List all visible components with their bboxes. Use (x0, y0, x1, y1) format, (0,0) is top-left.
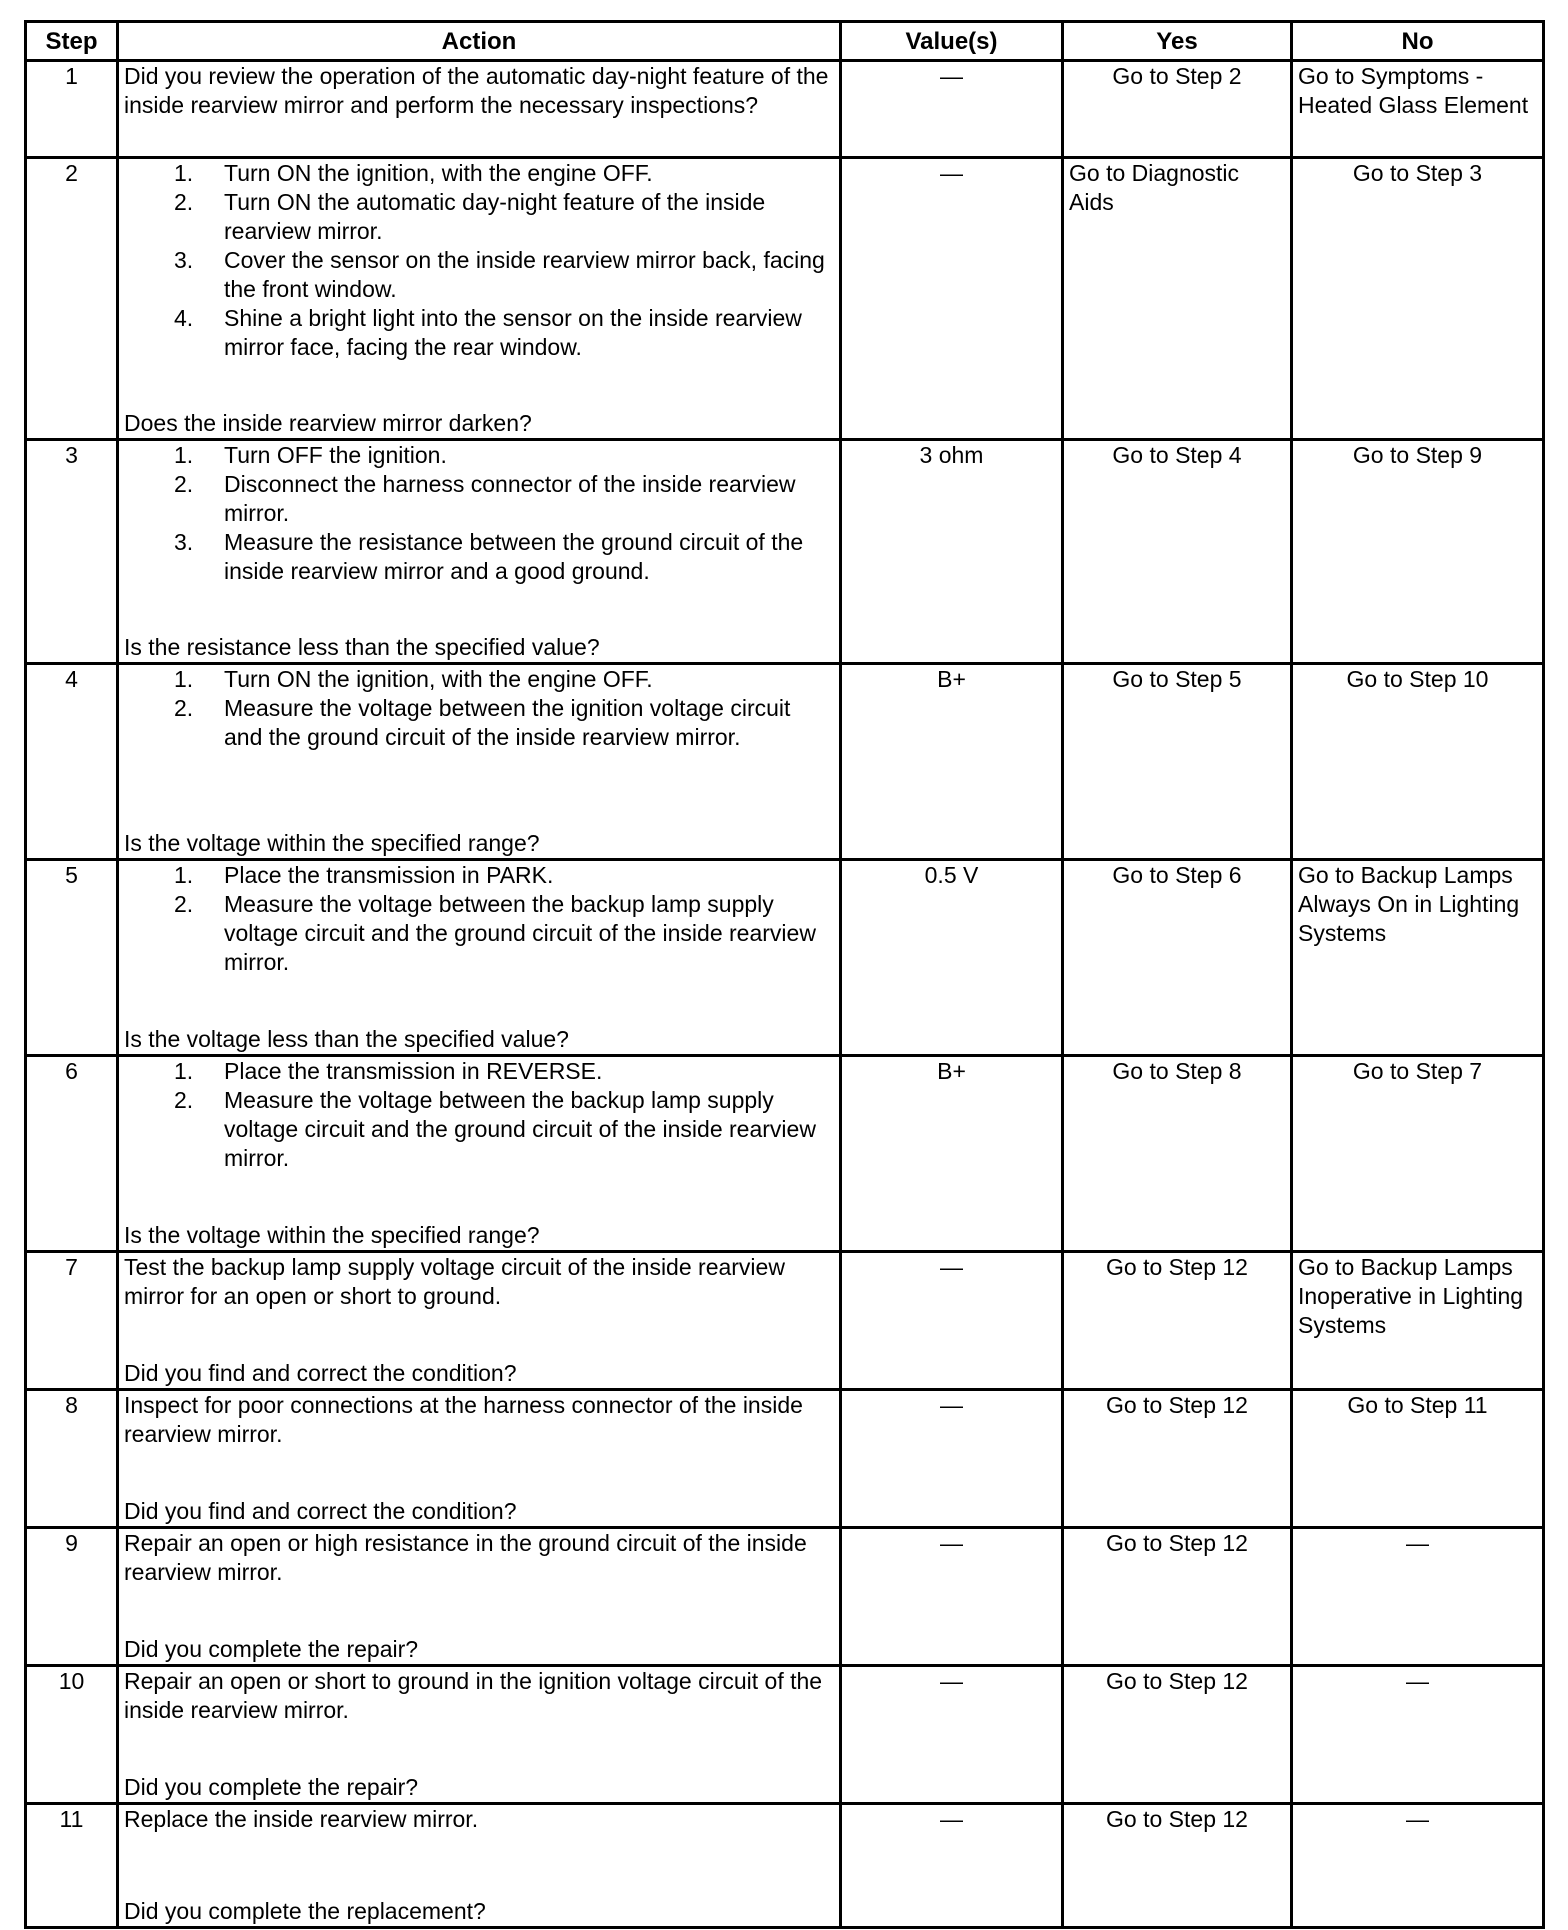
substep-text: Shine a bright light into the sensor on the inside rearview mirror face, facing the rear window. (224, 305, 802, 360)
substep-text: Cover the sensor on the inside rearview mirror back, facing the front window. (224, 247, 825, 302)
substep-number: 1. (174, 442, 194, 468)
diagnostic-table-container (24, 20, 1545, 1929)
action-question: Did you complete the repair? (124, 1636, 419, 1662)
table-row (26, 440, 1544, 664)
action-instructions (124, 1391, 834, 1449)
step-number: 3 (26, 440, 118, 664)
step-number: 4 (26, 664, 118, 860)
action-cell (118, 1666, 841, 1804)
step-number: 2 (26, 158, 118, 440)
no-cell: Go to Symptoms - Heated Glass Element (1292, 61, 1544, 158)
substep-number: 2. (174, 695, 194, 721)
list-item (124, 528, 834, 586)
substep-text: Turn ON the ignition, with the engine OFF. (224, 160, 653, 186)
no-cell: Go to Backup Lamps Inoperative in Lighting Systems (1292, 1252, 1544, 1390)
table-row (26, 1390, 1544, 1528)
list-item (124, 159, 834, 188)
header-step: Step (26, 22, 118, 61)
list-item (124, 665, 834, 694)
substep-number: 1. (174, 1058, 194, 1084)
header-action: Action (118, 22, 841, 61)
substep-number: 4. (174, 305, 194, 331)
value-cell: — (841, 1252, 1063, 1390)
action-question: Is the voltage within the specified range? (124, 1222, 540, 1248)
action-instructions (124, 1805, 834, 1834)
list-item (124, 861, 834, 890)
value-cell: — (841, 1390, 1063, 1528)
action-cell (118, 440, 841, 664)
step-number: 10 (26, 1666, 118, 1804)
action-question: Is the resistance less than the specified value? (124, 634, 600, 660)
action-intro-text: Repair an open or high resistance in the ground circuit of the inside rearview mirror. (124, 1530, 807, 1585)
no-cell: Go to Step 10 (1292, 664, 1544, 860)
yes-cell: Go to Step 4 (1063, 440, 1292, 664)
step-number: 8 (26, 1390, 118, 1528)
header-no: No (1292, 22, 1544, 61)
action-content (124, 1667, 834, 1802)
step-number: 5 (26, 860, 118, 1056)
table-row (26, 860, 1544, 1056)
action-instructions (124, 861, 834, 977)
list-item (124, 470, 834, 528)
list-item (124, 890, 834, 977)
action-question: Did you find and correct the condition? (124, 1360, 517, 1386)
substep-list (124, 665, 834, 752)
no-cell: — (1292, 1804, 1544, 1928)
substep-text: Measure the voltage between the ignition voltage circuit and the ground circuit of the inside rearview mirror. (224, 695, 791, 750)
action-instructions (124, 1253, 834, 1311)
no-cell: Go to Backup Lamps Always On in Lighting Systems (1292, 860, 1544, 1056)
step-number: 9 (26, 1528, 118, 1666)
substep-text: Disconnect the harness connector of the inside rearview mirror. (224, 471, 796, 526)
substep-number: 3. (174, 529, 194, 555)
value-cell: — (841, 1666, 1063, 1804)
table-row (26, 1528, 1544, 1666)
substep-text: Turn ON the ignition, with the engine OFF. (224, 666, 653, 692)
table-row (26, 664, 1544, 860)
yes-cell: Go to Step 2 (1063, 61, 1292, 158)
value-cell: — (841, 158, 1063, 440)
substep-number: 2. (174, 189, 194, 215)
substep-list (124, 1057, 834, 1173)
action-question: Did you complete the replacement? (124, 1898, 486, 1924)
value-cell: — (841, 61, 1063, 158)
substep-text: Turn OFF the ignition. (224, 442, 447, 468)
yes-cell: Go to Step 12 (1063, 1390, 1292, 1528)
list-item (124, 246, 834, 304)
value-cell: B+ (841, 1056, 1063, 1252)
action-cell (118, 158, 841, 440)
action-instructions (124, 1667, 834, 1725)
yes-cell: Go to Step 12 (1063, 1252, 1292, 1390)
substep-number: 2. (174, 471, 194, 497)
list-item (124, 304, 834, 362)
action-content (124, 159, 834, 438)
substep-text: Measure the voltage between the backup lamp supply voltage circuit and the ground circuit of the inside rearview mirror. (224, 891, 816, 975)
action-instructions (124, 441, 834, 586)
action-instructions (124, 1529, 834, 1587)
action-cell (118, 1528, 841, 1666)
substep-list (124, 861, 834, 977)
step-number: 7 (26, 1252, 118, 1390)
list-item (124, 1057, 834, 1086)
action-question: Did you complete the repair? (124, 1774, 419, 1800)
action-content (124, 1391, 834, 1526)
action-question: Does the inside rearview mirror darken? (124, 410, 532, 436)
substep-number: 1. (174, 862, 194, 888)
substep-number: 3. (174, 247, 194, 273)
value-cell: 0.5 V (841, 860, 1063, 1056)
substep-number: 2. (174, 891, 194, 917)
substep-text: Place the transmission in PARK. (224, 862, 554, 888)
step-number: 1 (26, 61, 118, 158)
substep-text: Measure the resistance between the ground circuit of the inside rearview mirror and a good ground. (224, 529, 804, 584)
substep-number: 1. (174, 666, 194, 692)
step-number: 6 (26, 1056, 118, 1252)
table-row (26, 158, 1544, 440)
table-row (26, 1666, 1544, 1804)
list-item (124, 694, 834, 752)
value-cell: — (841, 1528, 1063, 1666)
action-intro-text: Repair an open or short to ground in the ignition voltage circuit of the inside rearview mirror. (124, 1668, 823, 1723)
yes-cell: Go to Step 12 (1063, 1528, 1292, 1666)
substep-number: 2. (174, 1087, 194, 1113)
step-number: 11 (26, 1804, 118, 1928)
action-intro-text: Replace the inside rearview mirror. (124, 1806, 479, 1832)
action-content (124, 861, 834, 1054)
action-cell (118, 1390, 841, 1528)
action-content (124, 1253, 834, 1388)
value-cell: — (841, 1804, 1063, 1928)
action-cell (118, 1804, 841, 1928)
action-intro-text: Test the backup lamp supply voltage circuit of the inside rearview mirror for an open or short to ground. (124, 1254, 785, 1309)
value-cell: 3 ohm (841, 440, 1063, 664)
action-cell (118, 61, 841, 158)
substep-number: 1. (174, 160, 194, 186)
no-cell: Go to Step 11 (1292, 1390, 1544, 1528)
action-question: Is the voltage within the specified range? (124, 830, 540, 856)
action-instructions (124, 665, 834, 752)
header-yes: Yes (1063, 22, 1292, 61)
list-item (124, 441, 834, 470)
table-row (26, 1056, 1544, 1252)
action-question: Is the voltage less than the specified value? (124, 1026, 569, 1052)
action-content (124, 1057, 834, 1250)
substep-text: Turn ON the automatic day-night feature of the inside rearview mirror. (224, 189, 766, 244)
table-row (26, 1252, 1544, 1390)
substep-text: Place the transmission in REVERSE. (224, 1058, 603, 1084)
yes-cell: Go to Step 12 (1063, 1666, 1292, 1804)
no-cell: — (1292, 1666, 1544, 1804)
action-instructions (124, 62, 834, 120)
action-question: Did you find and correct the condition? (124, 1498, 517, 1524)
action-intro-text: Inspect for poor connections at the harness connector of the inside rearview mirror. (124, 1392, 803, 1447)
action-cell (118, 860, 841, 1056)
action-content (124, 1529, 834, 1664)
yes-cell: Go to Step 6 (1063, 860, 1292, 1056)
no-cell: Go to Step 3 (1292, 158, 1544, 440)
substep-list (124, 159, 834, 362)
value-cell: B+ (841, 664, 1063, 860)
action-content (124, 441, 834, 662)
action-content (124, 665, 834, 858)
no-cell: Go to Step 9 (1292, 440, 1544, 664)
action-cell (118, 1252, 841, 1390)
header-values: Value(s) (841, 22, 1063, 61)
list-item (124, 1086, 834, 1173)
table-row (26, 1804, 1544, 1928)
substep-text: Measure the voltage between the backup lamp supply voltage circuit and the ground circuit of the inside rearview mirror. (224, 1087, 816, 1171)
diagnostic-table (24, 20, 1545, 1929)
list-item (124, 188, 834, 246)
table-header-row (26, 22, 1544, 61)
action-content (124, 62, 834, 156)
no-cell: Go to Step 7 (1292, 1056, 1544, 1252)
yes-cell: Go to Step 8 (1063, 1056, 1292, 1252)
table-row (26, 61, 1544, 158)
yes-cell: Go to Diagnostic Aids (1063, 158, 1292, 440)
substep-list (124, 441, 834, 586)
action-intro-text: Did you review the operation of the automatic day-night feature of the inside rearview mirror and perform the necessary inspections? (124, 63, 829, 118)
action-cell (118, 664, 841, 860)
yes-cell: Go to Step 12 (1063, 1804, 1292, 1928)
action-content (124, 1805, 834, 1926)
action-instructions (124, 1057, 834, 1173)
yes-cell: Go to Step 5 (1063, 664, 1292, 860)
action-instructions (124, 159, 834, 362)
no-cell: — (1292, 1528, 1544, 1666)
action-cell (118, 1056, 841, 1252)
